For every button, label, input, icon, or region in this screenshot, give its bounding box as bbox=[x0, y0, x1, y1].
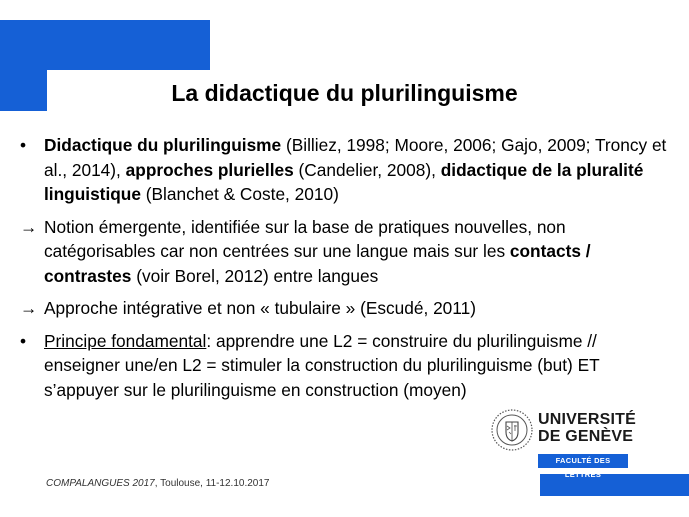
text-segment: Notion émergente, identifiée sur la base de pratiques nouvelles, non catégorisables car non centrées sur une langue mais sur les bbox=[44, 216, 566, 261]
arrow-right-icon: → bbox=[20, 216, 38, 237]
footer-text bbox=[46, 478, 269, 489]
list-item-text bbox=[44, 215, 670, 289]
bullet-icon: • bbox=[20, 330, 27, 351]
slide-title: La didactique du plurilinguisme bbox=[171, 80, 518, 106]
list-item bbox=[20, 133, 670, 207]
underlined-term: Principe fondamental bbox=[44, 330, 207, 351]
bold-term: approches plurielles bbox=[125, 159, 294, 180]
university-logo bbox=[490, 408, 640, 479]
list-item-text bbox=[44, 329, 670, 403]
bold-term: didactique de la pluralité linguistique bbox=[44, 159, 644, 204]
footer-event: COMPALANGUES 2017 bbox=[46, 478, 155, 489]
bullet-icon: • bbox=[20, 135, 27, 155]
text-segment: (Candelier, 2008), bbox=[293, 159, 441, 180]
arrow-right-icon: → bbox=[20, 298, 38, 318]
decorative-blue-bar-top bbox=[0, 20, 210, 70]
university-name-line1: UNIVERSITÉ bbox=[538, 411, 637, 428]
list-item-text bbox=[44, 296, 670, 321]
text-segment: (voir Borel, 2012) entre langues bbox=[131, 265, 379, 286]
bold-term: Didactique du plurilinguisme bbox=[44, 135, 282, 155]
bold-term: contacts / contrastes bbox=[44, 241, 591, 286]
text-segment: : apprendre une L2 = construire du plurilinguisme // enseigner une/en L2 = stimuler la construction du plurilinguisme (but) ET s’appuyer sur le plurilinguisme en construction (moyen) bbox=[44, 330, 600, 400]
university-name-line2: DE GENÈVE bbox=[538, 428, 634, 445]
footer-location-date: , Toulouse, 11-12.10.2017 bbox=[154, 478, 270, 489]
university-name bbox=[538, 411, 636, 445]
decorative-blue-bar-bottom bbox=[540, 474, 689, 496]
text-segment: (Billiez, 1998; Moore, 2006; Gajo, 2009; Troncy et al., 2014), bbox=[44, 135, 667, 180]
list-item bbox=[20, 296, 670, 321]
text-segment: (Blanchet & Coste, 2010) bbox=[140, 184, 339, 204]
list-item bbox=[20, 329, 670, 403]
faculty-label: FACULTÉ DES LETTRES bbox=[538, 454, 628, 468]
list-item bbox=[20, 215, 670, 289]
text-segment: Approche intégrative et non « tubulaire » (Escudé, 2011) bbox=[44, 298, 476, 318]
geneva-seal-icon bbox=[490, 408, 534, 452]
list-item-text bbox=[44, 133, 670, 207]
slide-body bbox=[20, 133, 670, 410]
